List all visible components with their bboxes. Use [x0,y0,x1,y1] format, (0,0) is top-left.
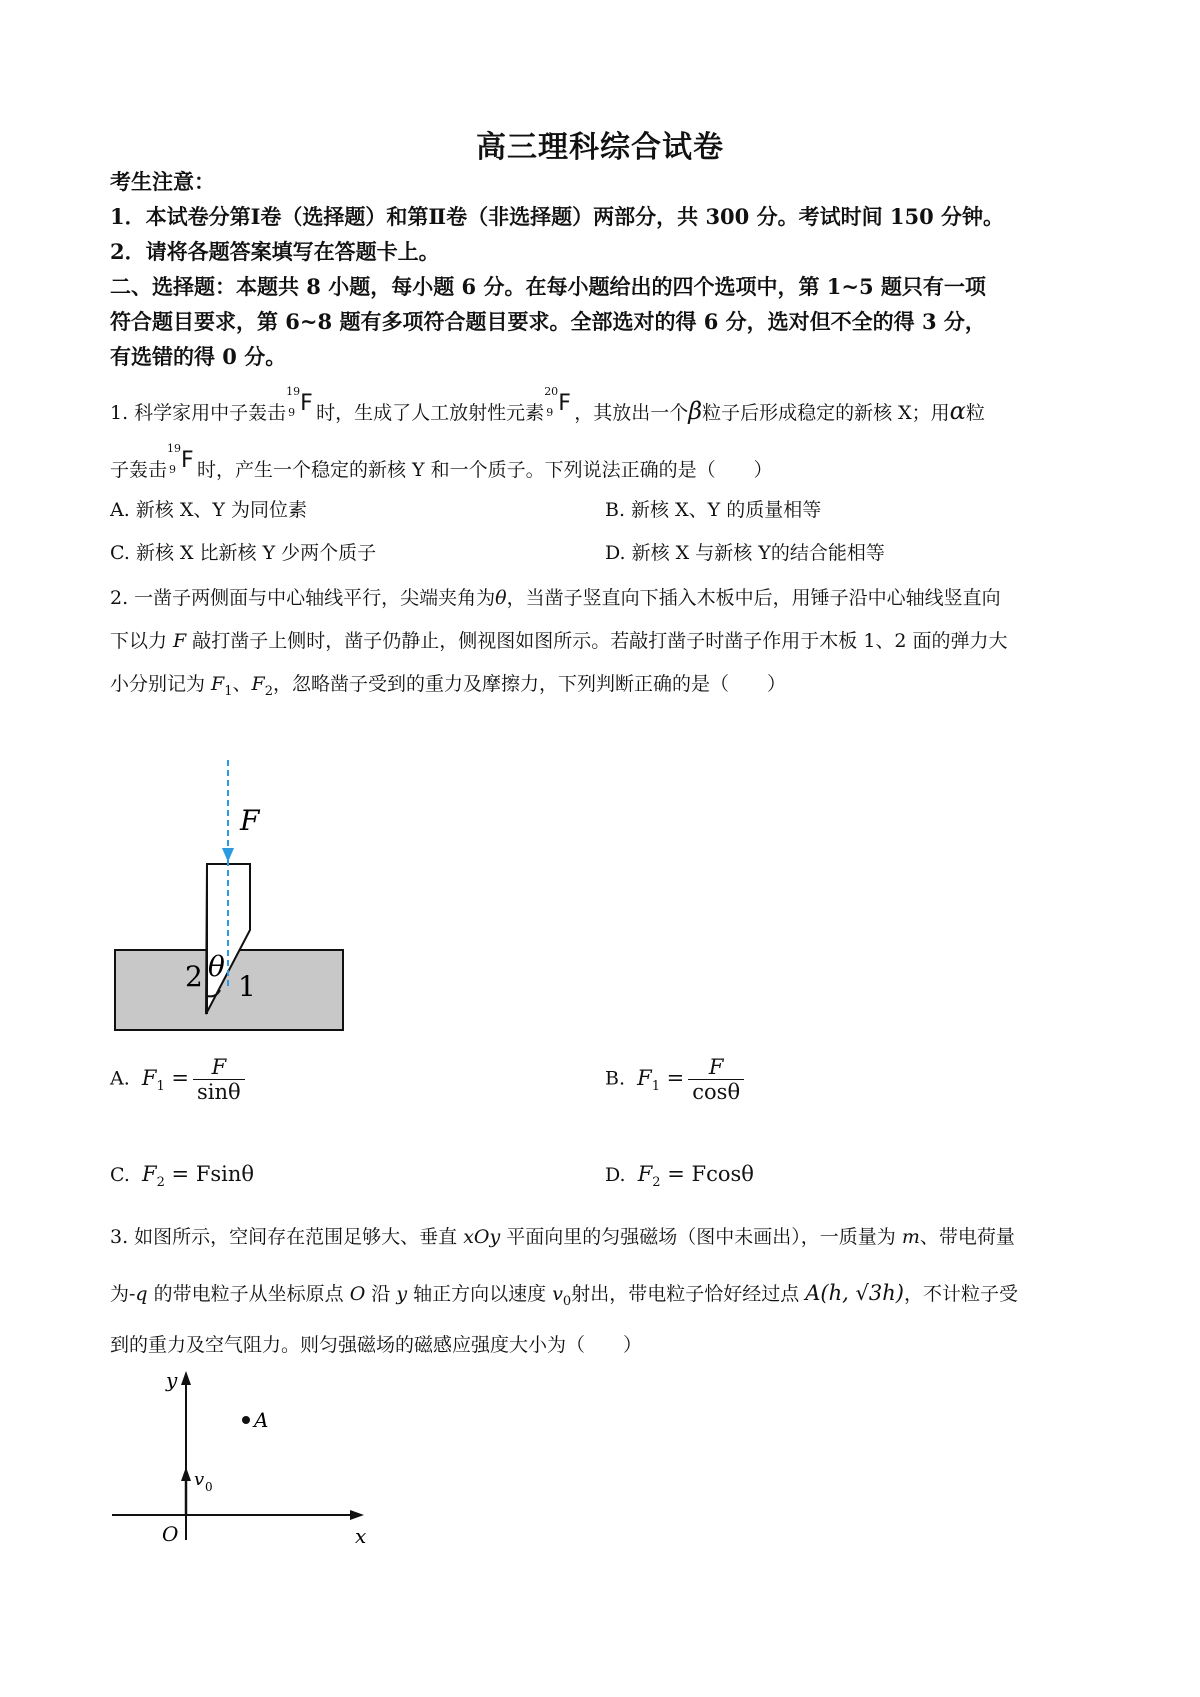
q1-option-a[interactable]: A. 新核 X、Y 为同位素 [110,499,307,521]
q2-line-3: 小分别记为 $F_1$、$F_2$，忽略凿子受到的重力及摩擦力，下列判断正确的是（ ） [110,673,787,699]
q1-option-c[interactable]: C. 新核 X 比新核 Y 少两个质子 [110,542,377,564]
q1-text: 时，产生一个稳定的新核 Y 和一个质子。下列说法正确的是（ ） [197,459,773,481]
notice-item-1: 1．本试卷分第Ⅰ卷（选择题）和第Ⅱ卷（非选择题）两部分，共 300 分。考试时间 150 分钟。 [110,204,1005,229]
q1-text: 粒 [965,402,985,424]
alpha-symbol: α [949,397,966,425]
angle-label: θ [208,950,225,983]
q3-line-1: 3. 如图所示，空间存在范围足够大、垂直 xOy 平面向里的匀强磁场（图中未画出），一质量为 m、带电荷量 [110,1226,1015,1248]
q2-line-2: 下以力 F 敲打凿子上侧时，凿子仍静止，侧视图如图所示。若敲打凿子时凿子作用于木板 1、2 面的弹力大 [110,630,1008,652]
beta-symbol: β [688,397,703,425]
coordinate-diagram [100,1365,390,1565]
point-a-label: A [254,1408,269,1432]
chisel-diagram [100,760,360,1060]
q2-option-d[interactable]: D. $F_2 = Fcos\theta$ [605,1162,754,1191]
q1-line-2 [110,442,1100,482]
velocity-subscript: 0 [205,1480,213,1494]
q1-text: 粒子后形成稳定的新核 X；用 [702,402,950,424]
velocity-arrow-icon [181,1467,191,1481]
q1-option-d[interactable]: D. 新核 X 与新核 Y的结合能相等 [605,542,885,564]
x-axis-arrow-icon [350,1510,364,1520]
force-arrow-icon [222,848,234,862]
origin-label: O [162,1522,179,1546]
y-axis-arrow-icon [181,1371,191,1385]
q3-line-2: 为-q 的带电粒子从坐标原点 O 沿 y 轴正方向以速度 $v_0$射出，带电粒子恰好经过点 A(h, √3h)，不计粒子受 [110,1281,1018,1309]
velocity-label: v [194,1469,205,1490]
q1-text: 1. 科学家用中子轰击 [110,402,287,424]
isotope-f19: 19 9 F [167,442,194,476]
notice-item-2: 2．请将各题答案填写在答题卡上。 [110,239,440,264]
q1-text: 时，生成了人工放射性元素 [316,402,545,424]
notice-heading: 考生注意： [110,169,215,194]
q3-line-3: 到的重力及空气阻力。则匀强磁场的磁感应强度大小为（ ） [110,1334,643,1356]
q1-line-1 [110,385,1100,425]
x-axis-label: x [355,1524,367,1548]
q2-option-b[interactable]: B. $F_1$ = $\frac{F}{\cos\theta}$ [605,1055,748,1104]
theta-symbol: θ [495,587,507,609]
face-1-label: 1 [238,970,256,1003]
point-a-coordinates: A(h, √3h) [805,1281,904,1305]
page-title: 高三理科综合试卷 [476,130,724,165]
q1-text: ，其放出一个 [574,402,689,424]
isotope-f19: 19 9 F [286,385,313,419]
point-a-dot [242,1416,250,1424]
force-label: F [240,804,260,837]
section-instruction-1: 二、选择题：本题共 8 小题，每小题 6 分。在每小题给出的四个选项中，第 1~5 题只有一项 [110,274,986,299]
q2-option-c[interactable]: C. $F_2 = Fsin\theta$ [110,1162,255,1191]
q2-line-1: 2. 一凿子两侧面与中心轴线平行，尖端夹角为θ，当凿子竖直向下插入木板中后，用锤子沿中心轴线竖直向 [110,587,1001,609]
q1-option-b[interactable]: B. 新核 X、Y 的质量相等 [605,499,822,521]
section-instruction-2: 符合题目要求，第 6~8 题有多项符合题目要求。全部选对的得 6 分，选对但不全的得 3 分， [110,309,986,334]
q1-text: 子轰击 [110,459,168,481]
q2-option-a[interactable]: A. $F_1$ = $\frac{F}{\sin\theta}$ [110,1055,249,1104]
section-instruction-3: 有选错的得 0 分。 [110,344,287,369]
y-axis-label: y [166,1368,178,1392]
isotope-f20: 20 9 F [544,385,571,419]
face-2-label: 2 [185,960,203,993]
